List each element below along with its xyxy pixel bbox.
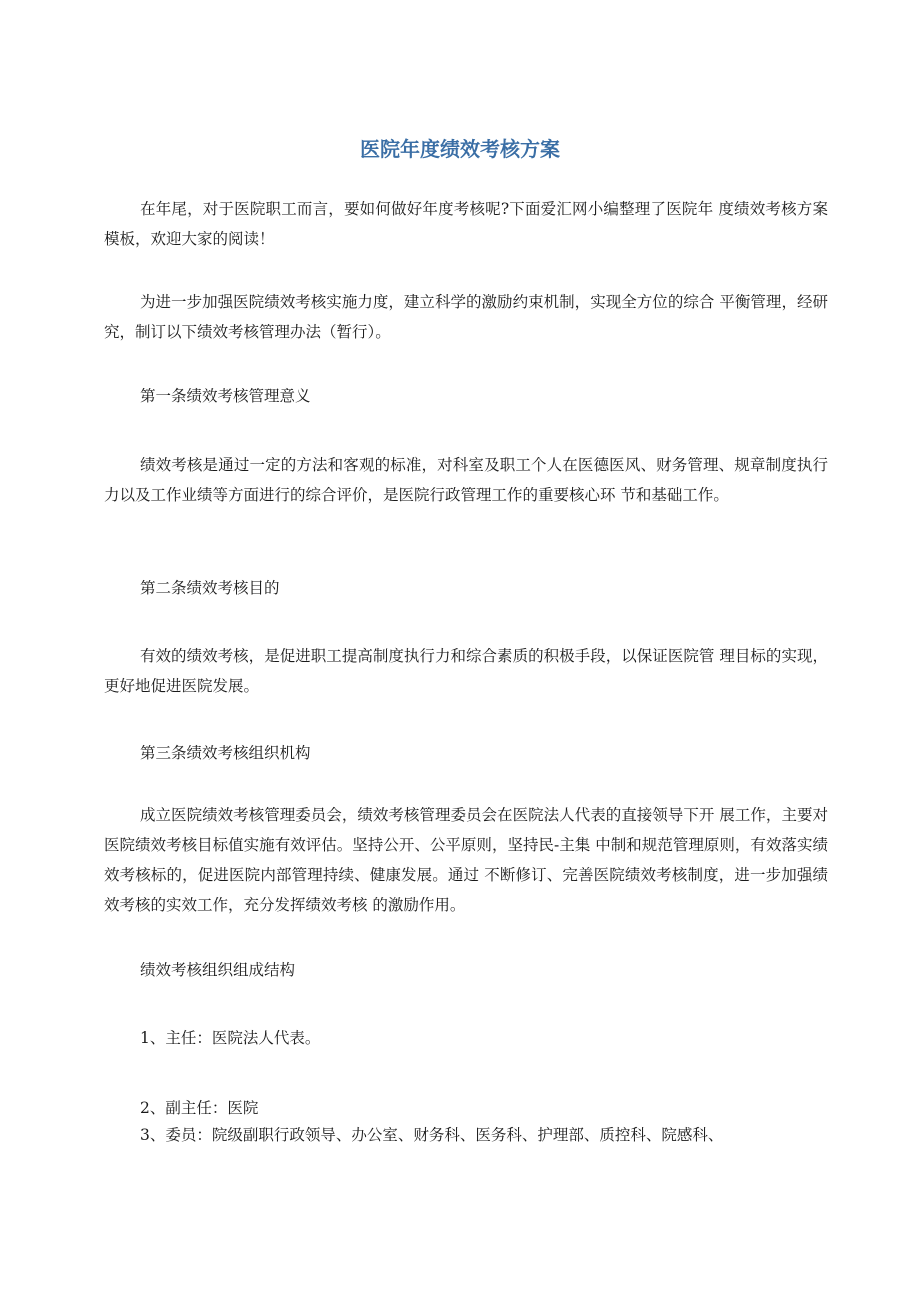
structure-item-3: 3、委员：院级副职行政领导、办公室、财务科、医务科、护理部、质控科、院感科、 bbox=[140, 1126, 724, 1144]
document-title: 医院年度绩效考核方案 bbox=[360, 137, 560, 161]
article2-body: 有效的绩效考核，是促进职工提高制度执行力和综合素质的积极手段，以保证医院管 理目标的实现，更好地促进医院发展。 bbox=[104, 647, 828, 695]
article1-heading: 第一条绩效考核管理意义 bbox=[140, 387, 311, 405]
preamble-paragraph: 为进一步加强医院绩效考核实施力度，建立科学的激励约束机制，实现全方位的综合 平衡管理，经研究，制订以下绩效考核管理办法（暂行）。 bbox=[104, 293, 828, 341]
article2-heading: 第二条绩效考核目的 bbox=[140, 579, 280, 597]
article3-body: 成立医院绩效考核管理委员会，绩效考核管理委员会在医院法人代表的直接领导下开 展工作，主要对医院绩效考核目标值实施有效评估。坚持公开、公平原则，坚持民-主集 中制和规范管理原则，有效落实绩效考核标的，促进医院内部管理持续、健康发展。通过 不断修订、完善医院绩效考核制度，进一步加强绩效考核的实效工作，充分发挥绩效考核 的激励作用。 bbox=[104, 806, 828, 914]
article3-heading: 第三条绩效考核组织机构 bbox=[140, 744, 311, 762]
article1-body: 绩效考核是通过一定的方法和客观的标准，对科室及职工个人在医德医风、财务管理、规章制度执行力以及工作业绩等方面进行的综合评价，是医院行政管理工作的重要核心环 节和基础工作。 bbox=[104, 456, 828, 504]
structure-item-2: 2、副主任：医院 bbox=[140, 1099, 259, 1117]
structure-heading: 绩效考核组织组成结构 bbox=[140, 961, 296, 979]
intro-paragraph: 在年尾，对于医院职工而言，要如何做好年度考核呢?下面爱汇网小编整理了医院年 度绩效考核方案模板，欢迎大家的阅读！ bbox=[104, 200, 828, 248]
structure-item-1: 1、主任：医院法人代表。 bbox=[140, 1029, 321, 1047]
